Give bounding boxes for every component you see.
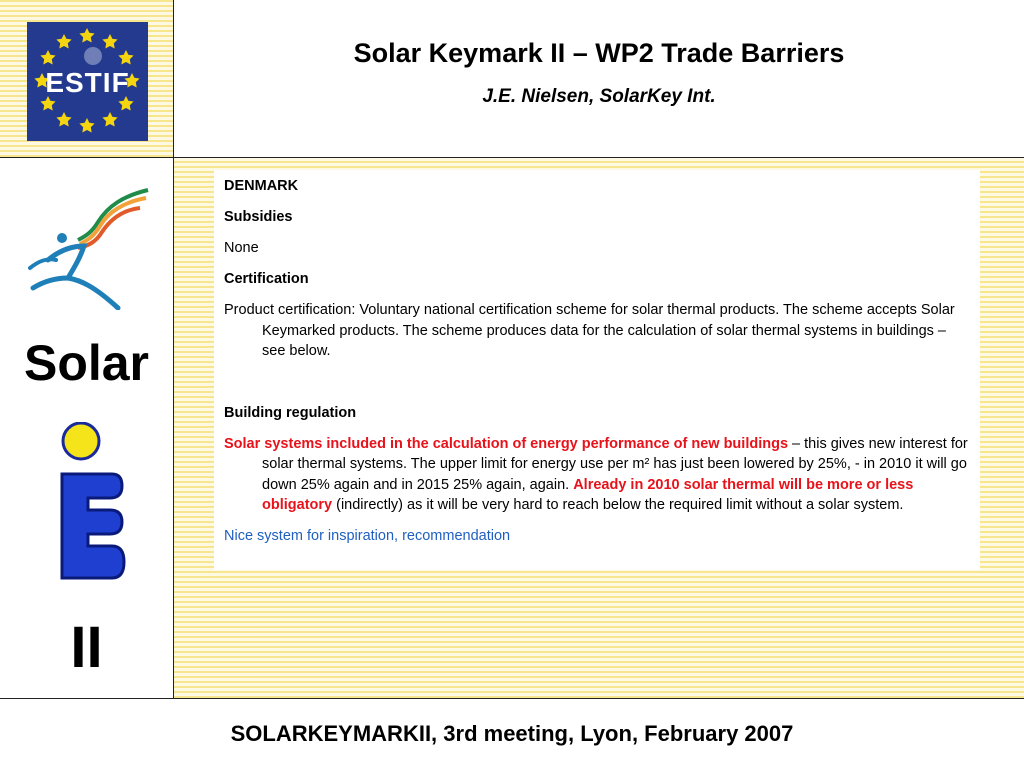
estif-logo-text: ESTIF	[45, 67, 130, 98]
keymark-e-icon	[58, 422, 126, 582]
building-text-2: (indirectly) as it will be very hard to reach below the required limit without a solar system.	[332, 497, 904, 513]
estif-logo	[27, 22, 148, 141]
building-text-1: – this gives new interest for solar thermal systems. The upper limit for energy use per m² has just been lowered by 25%, - in 2010 it will go down 25% again and in 2015 25% again, again.	[262, 435, 968, 493]
subsidies-text: None	[224, 240, 259, 256]
country-heading: DENMARK	[224, 178, 299, 194]
solar-label: Solar	[23, 335, 150, 391]
slide-author: J.E. Nielsen, SolarKey Int.	[482, 86, 716, 107]
building-highlight-2: Already in 2010 solar thermal will be more or less obligatory	[262, 476, 914, 513]
building-paragraph	[224, 434, 970, 516]
certification-heading: Certification	[224, 271, 309, 287]
slide-header	[174, 0, 1024, 158]
subsidies-heading: Subsidies	[224, 209, 293, 225]
solar-figure-icon	[28, 188, 153, 310]
logo-cell	[0, 0, 174, 158]
sidebar	[0, 158, 174, 698]
certification-text: Product certification: Voluntary national certification scheme for solar thermal products. The scheme accepts Solar Keymarked products. The scheme produces data for the calculation of solar thermal systems in buildings – see below.	[224, 302, 955, 359]
building-heading: Building regulation	[224, 404, 357, 421]
content-box	[214, 170, 980, 570]
slide-title: Solar Keymark II – WP2 Trade Barriers	[353, 38, 845, 68]
slide-footer	[0, 698, 1024, 769]
closing-note: Nice system for inspiration, recommendation	[224, 528, 511, 544]
footer-text: SOLARKEYMARKII, 3rd meeting, Lyon, February 2007	[230, 721, 794, 746]
building-highlight-1: Solar systems included in the calculation of energy performance of new buildings	[224, 435, 789, 452]
main-panel	[174, 158, 1024, 698]
spacer	[224, 372, 970, 392]
numeral-label: II	[70, 615, 103, 680]
